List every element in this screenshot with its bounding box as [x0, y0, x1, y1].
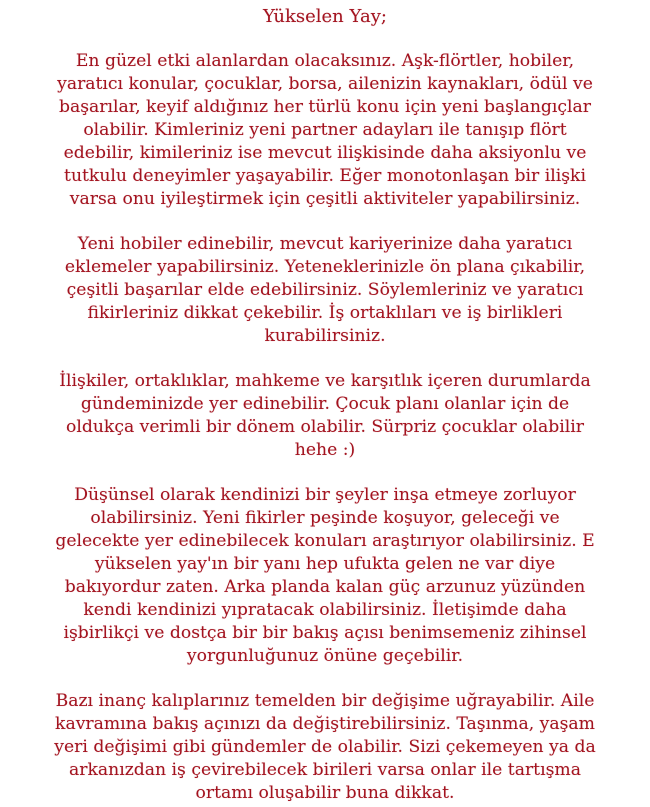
paragraph-1 [10, 50, 640, 211]
paragraph-line: gündeminizde yer edinebilir. Çocuk planı olanlar için de [80, 394, 570, 414]
paragraph-line: Bazı inanç kalıplarınız temelden bir değişime uğrayabilir. Aile [55, 691, 595, 711]
paragraph-line: hehe :) [294, 440, 356, 460]
paragraph-line: eklemeler yapabilirsiniz. Yeteneklerinizle ön plana çıkabilir, [64, 257, 586, 277]
paragraph-line: olabilirsiniz. Yeni fikirler peşinde koşuyor, geleceği ve [90, 508, 560, 528]
paragraph-line: En güzel etki alanlardan olacaksınız. Aşk-flörtler, hobiler, [75, 51, 575, 71]
paragraph-line: fikirleriniz dikkat çekebilir. İş ortaklıları ve iş birlikleri [87, 303, 563, 323]
document-title: Yükselen Yay; [263, 6, 387, 27]
paragraph-line: oldukça verimli bir dönem olabilir. Sürpriz çocuklar olabilir [66, 417, 584, 437]
paragraph-line: kavramına bakış açınızı da değiştirebilirsiniz. Taşınma, yaşam [55, 714, 595, 734]
paragraph-line: kendi kendinizi yıpratacak olabilirsiniz. İletişimde daha [83, 600, 567, 620]
paragraph-line: bakıyordur zaten. Arka planda kalan güç arzunuz yüzünden [64, 577, 586, 597]
paragraph-5 [10, 690, 640, 805]
paragraph-line: Düşünsel olarak kendinizi bir şeyler inşa etmeye zorluyor [74, 485, 576, 505]
paragraph-line: yeri değişimi gibi gündemler de olabilir. Sizi çekemeyen ya da [54, 737, 596, 757]
paragraph-3 [10, 370, 640, 462]
paragraph-line: işbirlikçi ve dostça bir bir bakış açısı benimsemeniz zihinsel [63, 623, 587, 643]
paragraph-line: tutkulu deneyimler yaşayabilir. Eğer monotonlaşan bir ilişki [64, 166, 586, 186]
paragraph-4 [10, 484, 640, 668]
paragraph-line: İlişkiler, ortaklıklar, mahkeme ve karşıtlık içeren durumlarda [59, 371, 591, 391]
paragraph-line: yorgunluğunuz önüne geçebilir. [186, 646, 464, 666]
paragraph-line: yükselen yay'ın bir yanı hep ufukta gelen ne var diye [94, 554, 556, 574]
paragraph-line: ortamı oluşabilir buna dikkat. [195, 783, 455, 803]
paragraph-line: varsa onu iyileştirmek için çeşitli aktiviteler yapabilirsiniz. [69, 189, 581, 209]
paragraph-line: gelecekte yer edinebilecek konuları araştırıyor olabilirsiniz. E [55, 531, 595, 551]
paragraph-line: arkanızdan iş çevirebilecek birileri varsa onlar ile tartışma [69, 760, 581, 780]
paragraph-line: olabilir. Kimleriniz yeni partner adayları ile tanışıp flört [83, 120, 567, 140]
paragraph-line: edebilir, kimileriniz ise mevcut ilişkisinde daha aksiyonlu ve [63, 143, 587, 163]
paragraph-line: çeşitli başarılar elde edebilirsiniz. Söylemleriniz ve yaratıcı [66, 280, 584, 300]
paragraph-line: kurabilirsiniz. [264, 326, 386, 346]
paragraph-line: yaratıcı konular, çocuklar, borsa, ailenizin kaynakları, ödül ve [57, 74, 593, 94]
paragraph-line: Yeni hobiler edinebilir, mevcut kariyerinize daha yaratıcı [77, 234, 573, 254]
paragraph-line: başarılar, keyif aldığınız her türlü konu için yeni başlangıçlar [58, 97, 591, 117]
paragraph-2 [10, 233, 640, 348]
